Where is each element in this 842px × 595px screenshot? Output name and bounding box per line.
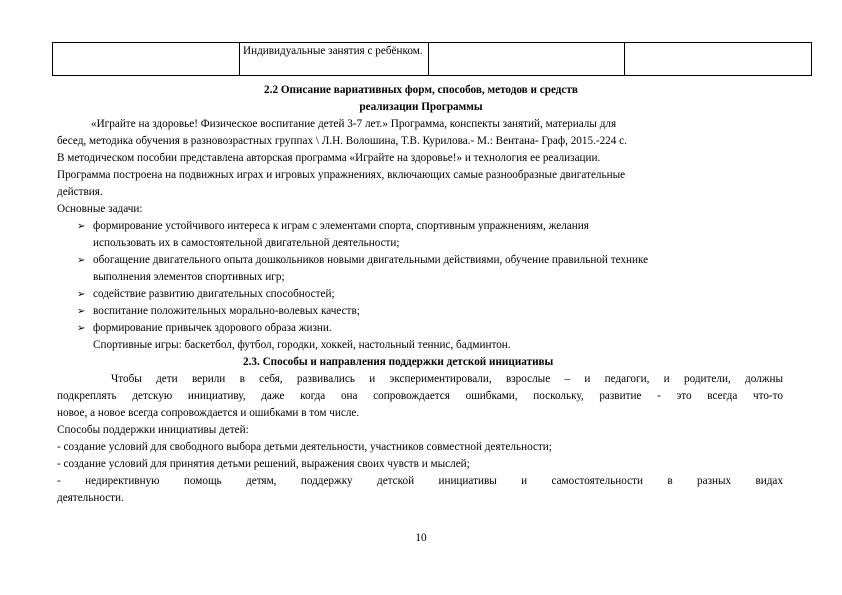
tasks-label: Основные задачи: <box>57 203 143 215</box>
table-cell: Индивидуальные занятия с ребёнком. <box>240 43 429 76</box>
list-item: воспитание положительных морально-волевых качеств; <box>93 305 360 317</box>
arrow-bullet-icon: ➢ <box>77 255 86 266</box>
table-cell <box>53 43 240 76</box>
paragraph-line-1: Чтобы дети верили в себя, развивались и экспериментировали, взрослые – и педагоги, и родители, должны <box>111 373 783 385</box>
list-item: - недирективную помощь детям, поддержку детской инициативы и самостоятельности в разных видах <box>57 475 783 487</box>
table-cell <box>429 43 625 76</box>
table-row <box>53 43 812 76</box>
arrow-bullet-icon: ➢ <box>77 306 86 317</box>
table-cell <box>625 43 812 76</box>
list-item: обогащение двигательного опыта дошкольников новыми двигательными действиями, обучение правильной технике <box>93 254 649 266</box>
sport-games-line: Спортивные игры: баскетбол, футбол, городки, хоккей, настольный теннис, бадминтон. <box>93 339 511 351</box>
list-item-continuation: деятельности. <box>57 492 124 504</box>
activities-table <box>52 42 812 76</box>
section-heading-2-2-line2: реализации Программы <box>359 101 483 113</box>
methods-label: Способы поддержки инициативы детей: <box>57 424 249 436</box>
description-line-1: В методическом пособии представлена авторская программа «Играйте на здоровье!» и технология ее реализации. <box>57 152 601 164</box>
list-item-continuation: использовать их в самостоятельной двигательной деятельности; <box>93 237 400 249</box>
arrow-bullet-icon: ➢ <box>77 323 86 334</box>
paragraph-line-3: новое, а новое всегда сопровождается и ошибками в том числе. <box>57 407 360 419</box>
paragraph-line-2: подкреплять детскую инициативу, даже когда она сопровождается ошибками, поскольку, развитие - это всегда что-то <box>57 390 783 402</box>
reference-line-1: «Играйте на здоровье! Физическое воспитание детей 3-7 лет.» Программа, конспекты занятий, материалы для <box>91 118 617 130</box>
description-line-2: Программа построена на подвижных играх и игровых упражнениях, включающих самые разнообразные двигательные <box>57 169 626 181</box>
reference-line-2: бесед, методика обучения в разновозрастных группах \ Л.Н. Волошина, Т.В. Курилова.- М.: Вентана- Граф, 2015.-224 с. <box>57 135 627 147</box>
list-item-continuation: выполнения элементов спортивных игр; <box>93 271 285 283</box>
section-heading-2-3: 2.3. Способы и направления поддержки детской инициативы <box>243 356 554 368</box>
arrow-bullet-icon: ➢ <box>77 289 86 300</box>
list-item: - создание условий для принятия детьми решений, выражения своих чувств и мыслей; <box>57 458 470 470</box>
list-item: формирование привычек здорового образа жизни. <box>93 322 332 334</box>
description-line-3: действия. <box>57 186 103 198</box>
section-heading-2-2-line1: 2.2 Описание вариативных форм, способов, методов и средств <box>264 84 578 96</box>
list-item: содействие развитию двигательных способностей; <box>93 288 335 300</box>
arrow-bullet-icon: ➢ <box>77 221 86 232</box>
list-item: - создание условий для свободного выбора детьми деятельности, участников совместной деятельности; <box>57 441 552 453</box>
list-item: формирование устойчивого интереса к играм с элементами спорта, спортивным упражнениям, желания <box>93 220 589 232</box>
page-number: 10 <box>415 532 427 544</box>
